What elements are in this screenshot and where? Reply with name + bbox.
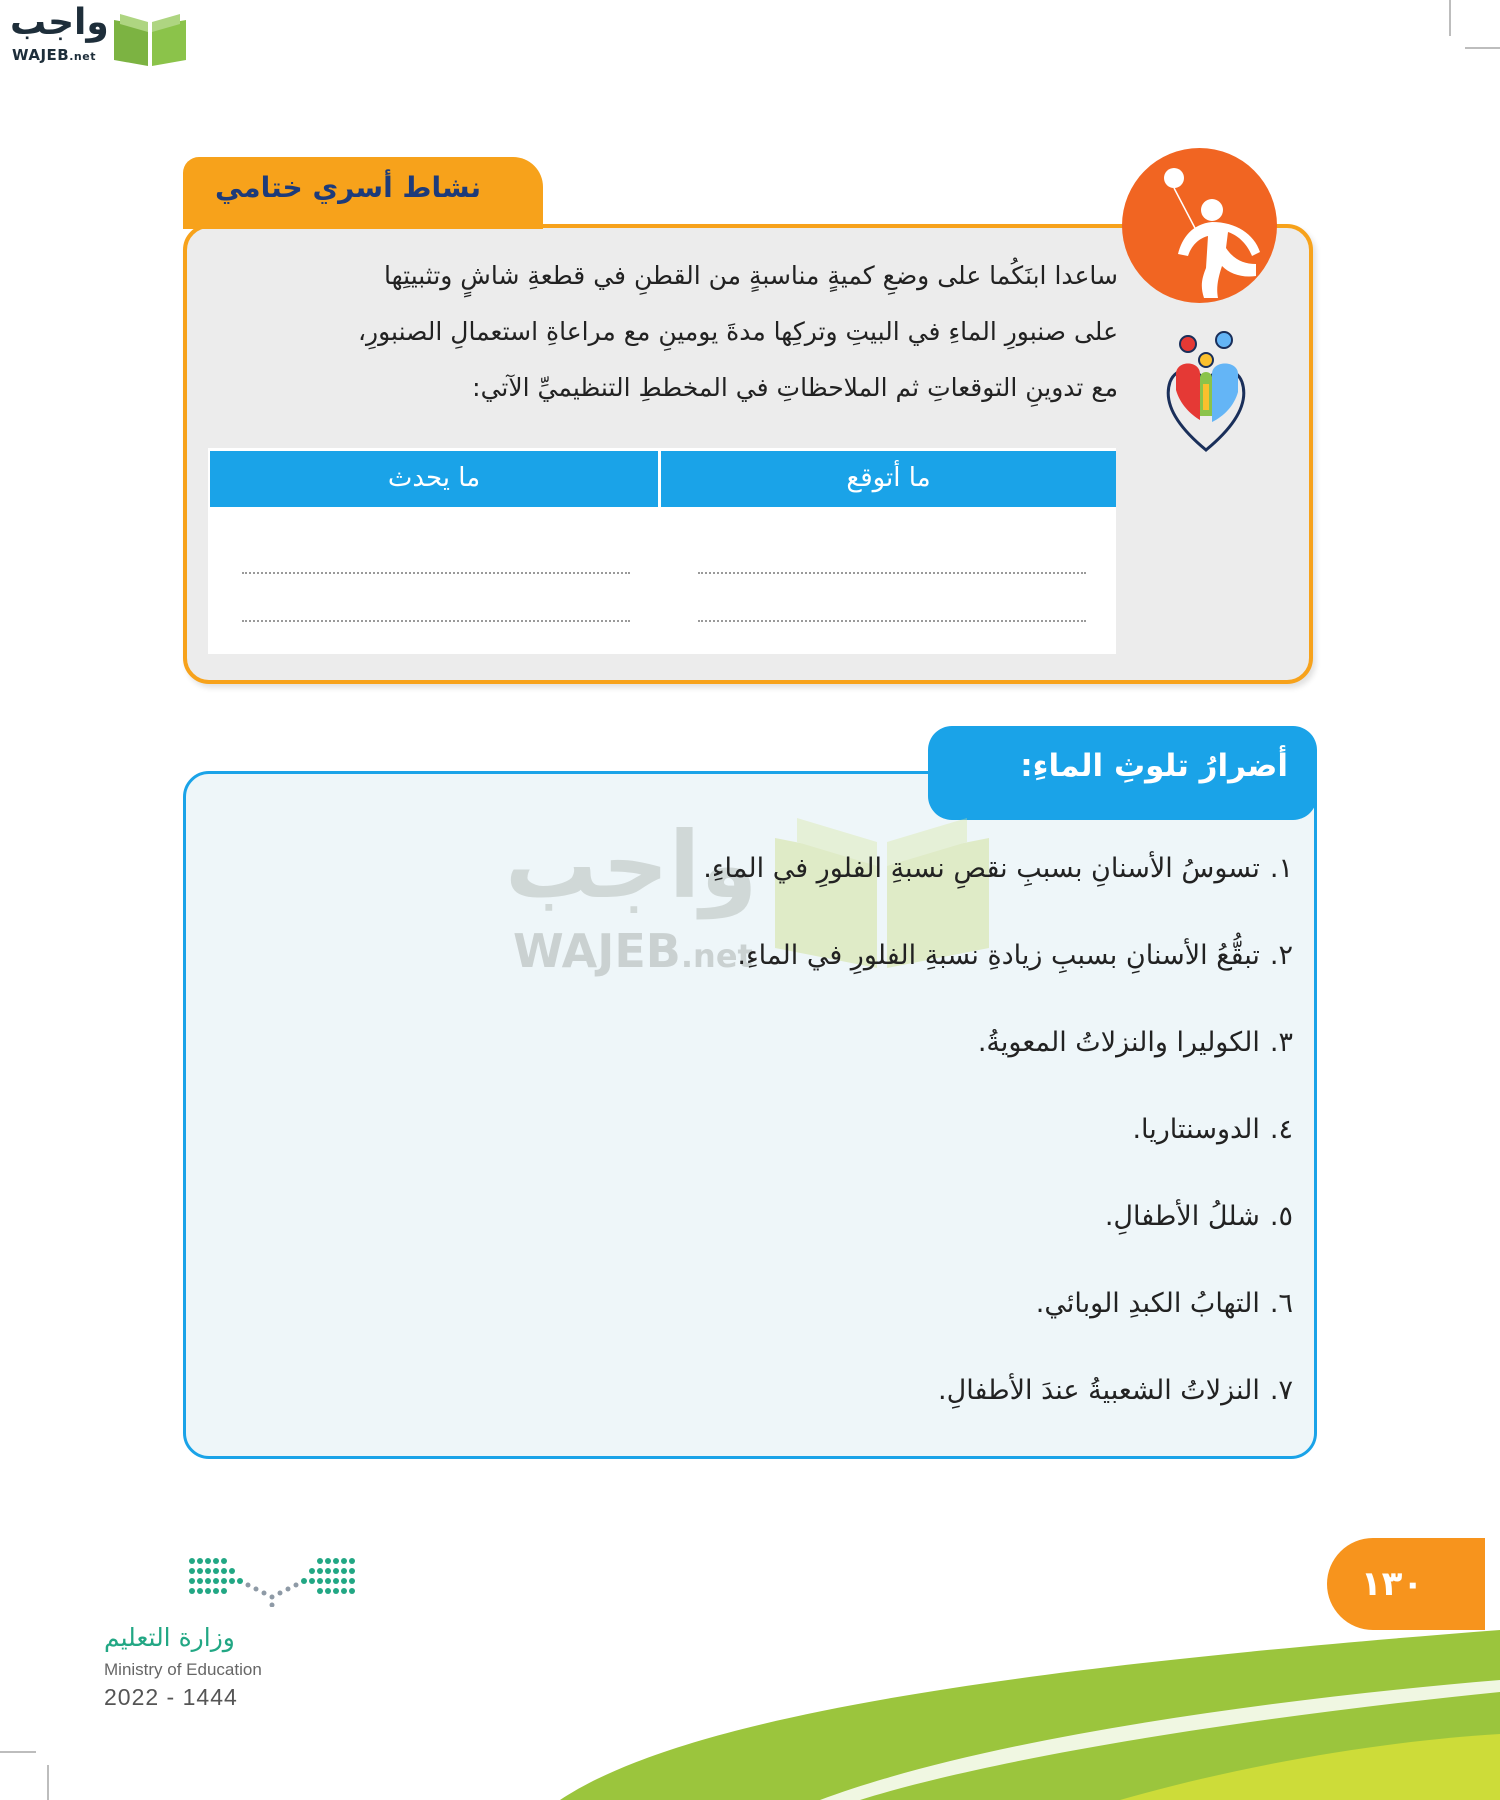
watermark-latin-text: WAJEB.net: [12, 46, 96, 64]
child-balloon-icon: [1122, 148, 1277, 303]
ministry-year: 2022 - 1444: [104, 1684, 238, 1710]
ministry-logo-icon: [188, 1555, 356, 1607]
list-item: ٤.الدوسنتاريا.: [1132, 1114, 1293, 1145]
open-book-icon: [110, 12, 190, 68]
ministry-name-english: Ministry of Education: [104, 1660, 262, 1679]
family-activity-paragraph: [280, 248, 1118, 416]
page-number: ١٣٠: [1360, 1564, 1424, 1604]
table-header-happens: ما يحدث: [210, 451, 658, 507]
list-item: ٣.الكوليرا والنزلاتُ المعويةُ.: [977, 1027, 1293, 1058]
paragraph-line: ساعدا ابنَكُما على وضعِ كميةٍ مناسبةٍ من القطنِ في قطعةِ شاشٍ وتثبيتِها: [384, 261, 1118, 290]
watermark-latin-text: WAJEB.net: [513, 924, 753, 978]
paragraph-line: مع تدوينِ التوقعاتِ ثم الملاحظاتِ في المخططِ التنظيميِّ الآتي:: [472, 373, 1118, 402]
watermark-logo: [10, 2, 190, 68]
expectation-table: [208, 448, 1116, 654]
answer-line: [242, 572, 630, 574]
family-heart-icon: [1162, 330, 1250, 454]
list-item: ٦.التهابُ الكبدِ الوبائي.: [1035, 1288, 1293, 1319]
watermark-arabic-text: واجب: [505, 812, 758, 919]
crop-mark: [1465, 47, 1500, 49]
water-pollution-tab: [928, 726, 1317, 820]
water-pollution-list: [560, 847, 1293, 1456]
family-activity-tab: [183, 157, 543, 229]
ministry-name-arabic: وزارة التعليم: [104, 1623, 235, 1652]
list-item: ١.تسوسُ الأسنانِ بسببِ نقصِ نسبةِ الفلورِ في الماءِ.: [703, 853, 1293, 884]
answer-line: [698, 620, 1086, 622]
watermark-arabic-text: واجب: [10, 2, 109, 43]
crop-mark: [1449, 0, 1451, 36]
list-item: ٧.النزلاتُ الشعبيةُ عندَ الأطفالِ.: [938, 1375, 1293, 1406]
family-activity-title: نشاط أسري ختامي: [214, 171, 482, 204]
table-header-expect: ما أتوقع: [661, 451, 1116, 507]
orange-badge: [1122, 148, 1277, 303]
crop-mark: [0, 1751, 36, 1753]
paragraph-line: على صنبورِ الماءِ في البيتِ وتركِها مدةَ يومينِ مع مراعاةِ استعمالِ الصنبورِ،: [357, 317, 1118, 346]
answer-line: [698, 572, 1086, 574]
answer-line: [242, 620, 630, 622]
page-number-tab: [1327, 1538, 1485, 1630]
water-pollution-title: أضرارُ تلوثِ الماءِ:: [1020, 748, 1288, 784]
crop-mark: [47, 1765, 49, 1800]
list-item: ٥.شللُ الأطفالِ.: [1104, 1201, 1293, 1232]
green-swoosh-decoration: [560, 1630, 1500, 1800]
list-item: ٢.تبقُّعُ الأسنانِ بسببِ زيادةِ نسبةِ الفلورِ في الماءِ.: [737, 940, 1293, 971]
